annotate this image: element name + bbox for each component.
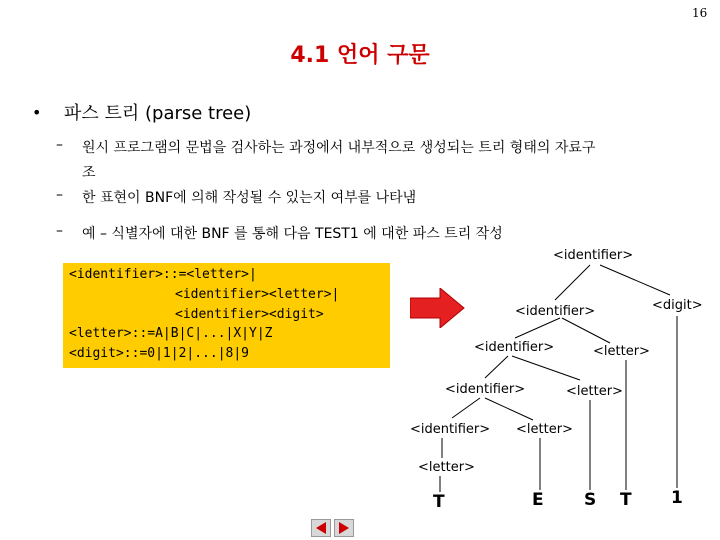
tree-node-identifier: <identifier>: [474, 340, 555, 355]
tree-node-identifier: <identifier>: [515, 304, 596, 319]
tree-node-letter: <letter>: [516, 422, 573, 437]
dash-icon: –: [56, 223, 63, 239]
tree-node-letter: <letter>: [566, 384, 623, 399]
sub-item-2: 한 표현이 BNF에 의해 작성될 수 있는지 여부를 나타냄: [82, 190, 417, 206]
next-icon: [335, 520, 353, 536]
tree-leaf-T: T: [620, 490, 632, 510]
sub-item-1-line1: 원시 프로그램의 문법을 검사하는 과정에서 내부적으로 생성되는 트리 형태의 자료구: [82, 140, 596, 156]
bnf-line-5: <digit>::=0|1|2|...|8|9: [69, 346, 250, 361]
tree-node-letter: <letter>: [593, 344, 650, 359]
bullet-dot-icon: •: [32, 103, 42, 122]
sub-item-3: 예 – 식별자에 대한 BNF 를 통해 다음 TEST1 에 대한 파스 트리 작성: [82, 226, 503, 242]
dash-icon: –: [56, 187, 63, 203]
tree-leaf-E: E: [532, 490, 544, 510]
tree-node-identifier: <identifier>: [445, 382, 526, 397]
tree-node-identifier: <identifier>: [410, 422, 491, 437]
tree-node-digit: <digit>: [652, 298, 703, 313]
prev-icon: [312, 520, 330, 536]
dash-icon: –: [56, 137, 63, 153]
bnf-line-2: <identifier><letter>|: [175, 287, 340, 302]
tree-node-root-identifier: <identifier>: [553, 248, 634, 263]
sub-item-1-line2: 조: [82, 165, 96, 181]
bnf-line-4: <letter>::=A|B|C|...|X|Y|Z: [69, 326, 273, 341]
slide-title: 4.1 언어 구문: [290, 43, 430, 68]
bnf-line-1: <identifier>::=<letter>|: [69, 267, 257, 282]
tree-node-letter: <letter>: [418, 460, 475, 475]
tree-leaf-T: T: [433, 492, 445, 512]
tree-leaf-S: S: [584, 490, 597, 510]
bnf-line-3: <identifier><digit>: [175, 307, 324, 322]
next-slide-button[interactable]: [334, 519, 354, 537]
bullet-parse-tree: 파스 트리 (parse tree): [64, 103, 252, 124]
tree-leaf-1: 1: [671, 488, 683, 508]
prev-slide-button[interactable]: [311, 519, 331, 537]
page-number: 16: [692, 6, 708, 20]
